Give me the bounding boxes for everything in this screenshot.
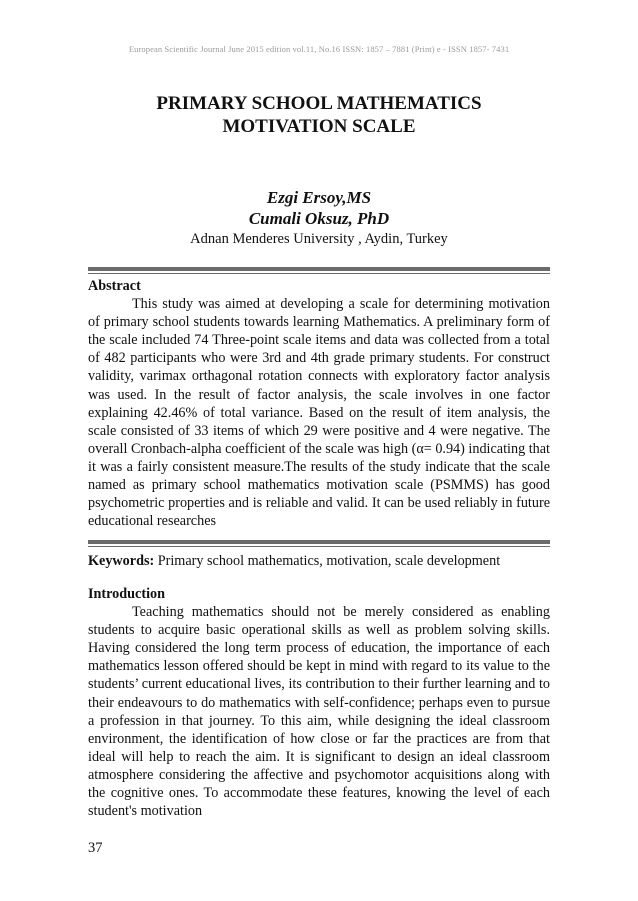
author-2: Cumali Oksuz, PhD xyxy=(248,209,390,228)
author-1: Ezgi Ersoy,MS xyxy=(266,188,372,207)
introduction-text: Teaching mathematics should not be merely considered as enabling students to acquire basic operational skills as well as problem solving skills. Having considered the long term process of education, the importance of each mathematics lesson offered should be kept in mind with regard to its value to the students’ current educational lives, its contribution to their further learning and to their endeavours to do mathematics with self-confidence; perhaps even to pursue a profession in that journey. To this aim, while designing the ideal classroom environment, the identification of how close or far the practices are from that ideal will help to reach the aim. It is significant to design an ideal classroom atmosphere considering the affective and psychomotor acquisitions along with the cognitive ones. To accommodate these features, knowing the level of each student's motivation xyxy=(88,604,550,820)
title-line-1: PRIMARY SCHOOL MATHEMATICS xyxy=(156,93,482,114)
introduction-section xyxy=(88,585,550,820)
keywords-label: Keywords: xyxy=(88,553,155,569)
affiliation: Adnan Menderes University , Aydin, Turkey xyxy=(190,231,448,247)
introduction-heading: Introduction xyxy=(88,586,165,602)
title-line-2: MOTIVATION SCALE xyxy=(222,116,416,137)
abstract-text: This study was aimed at developing a scale for determining motivation of primary school students towards learning Mathematics. A preliminary form of the scale included 74 Three-point scale items and data was collected from a total of 482 participants who were 3rd and 4th grade primary students. For construct validity, varimax orthagonal rotation connects with exploratory factor analysis was used. In the result of factor analysis, the scale involves in one factor explaining 42.46% of total variance. Based on the result of item analysis, the scale consisted of 33 items of which 29 were positive and 4 were negative. The overall Cronbach-alpha coefficient of the scale was high (α= 0.94) indicating that it was a fairly consistent measure.The results of the study indicate that the scale named as primary school mathematics motivation scale (PSMMS) has good psychometric properties and is reliable and valid. It can be used reliably in future educational researches xyxy=(88,296,550,530)
abstract-top-rule xyxy=(88,267,550,271)
author-block xyxy=(88,187,550,249)
running-header: European Scientific Journal June 2015 edition vol.11, No.16 ISSN: 1857 – 7881 (Print) e - ISSN 1857- 7431 xyxy=(128,44,510,54)
paper-title xyxy=(88,92,550,138)
abstract-bottom-rule xyxy=(88,540,550,544)
page-number: 37 xyxy=(88,840,103,856)
abstract-section xyxy=(88,277,550,530)
abstract-heading: Abstract xyxy=(88,278,141,294)
keywords-line xyxy=(88,552,550,570)
keywords-text: Primary school mathematics, motivation, scale development xyxy=(157,553,501,569)
